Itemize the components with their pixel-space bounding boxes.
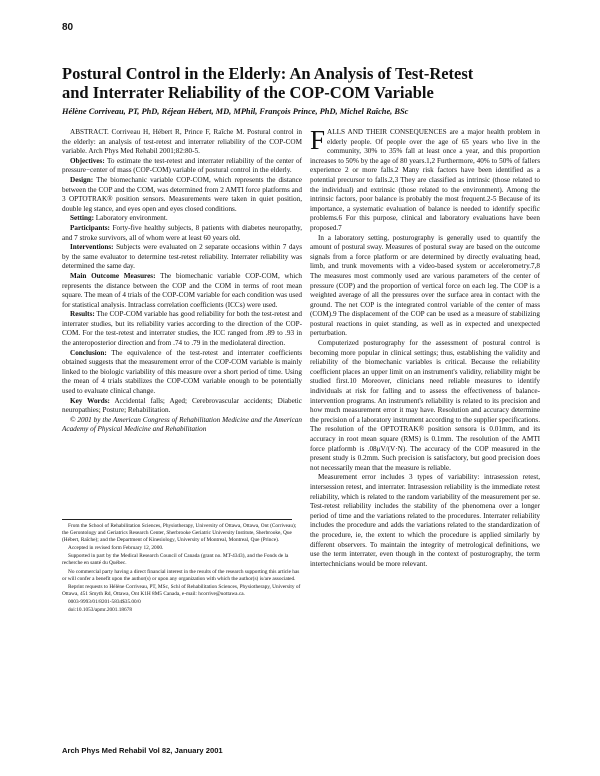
article-title (62, 64, 542, 102)
abstract-interventions (62, 243, 302, 272)
drop-cap: F (310, 125, 326, 155)
author-list: Hélène Corriveau, PT, PhD, Réjean Hébert, MD, MPhil, François Prince, PhD, Michel Raîche, BSc (62, 107, 409, 116)
setting-label: Setting: (70, 214, 94, 223)
footnote-divider (62, 519, 292, 520)
page-number: 80 (62, 22, 74, 33)
results-text: The COP-COM variable has good reliability for both the test-retest and interrater studies, but its reliability varies according to the direction of the COP-COM. For the test-retest and interrater studies, the ICC ranged from .89 to .93 in the anteroposterior direction and from .74 to .79 in the mediolateral direction. (62, 310, 302, 348)
participants-text: Forty-five healthy subjects, 8 patients with diabetes neuropathy, and 7 stroke survivors, all of whom were at least 60 years old. (62, 223, 302, 242)
interventions-text: Subjects were evaluated on 2 separate occasions within 7 days by the same evaluator to determine test-retest reliability. Interrater reliability was determined the same day. (62, 243, 303, 271)
title-line-2: and Interrater Reliability of the COP-COM Variable (62, 83, 434, 102)
abstract-design (62, 176, 302, 214)
paragraph-text: ALLS AND THEIR CONSEQUENCES are a major health problem in elderly people. Of people over the age of 65 years who live in the community, 30% to 35% fall at least once a year, and this proportion increases to 50% by the age of 80 years.1,2 Furthermore, 40% to 50% of fallers experience 2 or more falls.2 Many risk factors have been identified as a potential precursor to falls.2,3 They are classified as intrinsic (those related to the individual) and extrinsic (those related to the environment). Among the intrinsic factors, poor balance is probably the most frequent.2-5 Because of its importance, a systematic evaluation of balance is needed to identify specific problems.6 For this purpose, clinical and laboratory evaluations have been proposed.7 (310, 128, 540, 232)
abstract-outcome (62, 272, 302, 310)
footnotes (62, 519, 302, 615)
abstract-participants (62, 224, 302, 243)
footnote: Accepted in revised form February 12, 2000. (68, 545, 164, 552)
design-text: The biomechanic variable COP-COM, which represents the distance between the COP and the COM, was determined from 2 AMTI force platforms and 3 OPTOTRAK® position sensors. Measurements were taken in quiet position, double leg stance, and eyes open and eyes closed conditions. (62, 175, 302, 213)
footnote: Supported in part by the Medical Research Council of Canada (grant no. MT-4343), and the Fonds de la recherche en santé du Québec. (62, 553, 289, 567)
conclusion-text: The equivalence of the test-retest and interrater coefficients obtained suggests that the measurement error of the COP-COM variable is mainly linked to the biologic variability of this measure over a short period of time. Using the mean of 4 trials stabilizes the COP-COM variable enough to be potentially used to evaluate clinical change. (62, 348, 303, 396)
design-label: Design: (70, 175, 94, 184)
objectives-label: Objectives: (70, 156, 105, 165)
title-line-1: Postural Control in the Elderly: An Analysis of Test-Retest (62, 64, 474, 83)
footnote: 0003-9993/01/8201-5834$35.00/0 (68, 598, 141, 605)
abstract-citation: ABSTRACT. Corriveau H, Hébert R, Prince F, Raîche M. Postural control in the elderly: an analysis of test-retest and interrater reliability of the COP-COM variable. Arch Phys Med Rehabil 2001;82:80-5. (62, 128, 302, 156)
body-column (310, 125, 540, 569)
outcome-label: Main Outcome Measures: (70, 271, 156, 280)
body-paragraph-2: In a laboratory setting, posturography is generally used to quantify the amount of postural sway. Measures of postural sway are based on the outcome signals from a force platform or are determined by directly evaluating head, limb, and trunk movements with a video-based system or accelerometry.7,8 The measures most commonly used are various parameters of the center of pressure (COP) and the proportion of vertical force on each leg. The COP is a weighted average of all the pressures over the surface area in contact with the ground. The net COP is the integrated control variable of the center of mass (COM).9 The displacement of the COP can be used as a measure of stabilizing postural reactions in quiet standing, as well as in expected and unexpected perturbation. (310, 233, 540, 338)
footnote: Reprint requests to Hélène Corriveau, PT, MSc, Schl of Rehabilitation Sciences, Physiotherapy, University of Ottawa, 451 Smyth Rd, Ottawa, Ont K1H 8M5 Canada, e-mail: hcorrive@uottawa.ca. (62, 583, 301, 597)
abstract-column (62, 128, 302, 435)
body-paragraph-4: Measurement error includes 3 types of variability: intrasession retest, intersession retest, and interrater. Intrasession reliability is the immediate retest reliability, which is related to the random variability of the measurement per se. Test-retest reliability includes the stability of the phenomena over a longer period of time and the variations related to the procedures. Interrater reliability includes the procedure and adds the variations related to the standardization of the procedure, ie, the extent to which the procedure is applied similarly by different observers. To maintain the integrity of metrological definitions, we use the term interrater, even though in the context of posturography, the term intertechnicians would be more relevant. (310, 473, 540, 568)
footnote: From the School of Rehabilitation Sciences, Physiotherapy, University of Ottawa, Ottawa, Ont (Corriveau); the Gerontology and Geriatrics Research Center, Sherbrooke Geriatric University Institute, Sherbrooke, Que (Hébert, Raîche); and the Department of Kinesiology, University of Montreal, Montreal, Que (Prince). (62, 523, 297, 544)
body-paragraph-3: Computerized posturography for the assessment of postural control is becoming more popular in clinical settings; thus, establishing the validity and reliability of the biomechanic variables is critical. Because the reliability coefficient places an upper limit on an instrument's validity, reliability might be studied first.10 Moreover, clinicians need reliable measures to identify individuals at risk for falling and to assess the effectiveness of balance-intervention programs. An instrument's reliability is related to its precision and how much measurement error it may have. Resolution and accuracy determine the precision of a laboratory instrument according to the supplier specifications. The resolution of the OPTOTRAK® position sensora is 0.01mm, and its accuracy in root mean square (RMS) is 0.1mm. The resolution of the AMTI force platformb is .08μV/(V·N). The accuracy of the COP measured in the present study is 0.2mm. Such precision is satisfactory, but good precision does not necessarily mean that the measure is reliable. (310, 339, 540, 472)
interventions-label: Interventions: (70, 243, 114, 252)
objectives-text: To estimate the test-retest and interrater reliability of the center of pressure−center of mass (COP-COM) variable of postural control in the elderly. (62, 156, 302, 175)
footnote: doi:10.1053/apmr.2001.18678 (68, 607, 133, 614)
setting-text: Laboratory environment. (95, 214, 168, 223)
results-label: Results: (70, 310, 95, 319)
abstract-results (62, 310, 302, 348)
keywords-label: Key Words: (70, 396, 110, 405)
running-footer: Arch Phys Med Rehabil Vol 82, January 2001 (62, 746, 223, 755)
abstract-conclusion (62, 349, 302, 397)
abstract-objectives (62, 157, 302, 176)
copyright-notice: © 2001 by the American Congress of Rehabilitation Medicine and the American Academy of Physical Medicine and Rehabilitation (62, 415, 302, 434)
abstract-setting (62, 214, 302, 224)
outcome-text: The biomechanic variable COP-COM, which represents the distance between the COP and the COM in terms of root mean square. The mean of 4 trials of the COP-COM variable for each condition was used for statistical analysis. Intraclass correlation coefficients (ICCs) were used. (62, 271, 302, 309)
conclusion-label: Conclusion: (70, 348, 107, 357)
keywords-text: Accidental falls; Aged; Cerebrovascular accidents; Diabetic neuropathies; Posture; Rehabilitation. (62, 396, 302, 415)
body-paragraph-1 (310, 125, 540, 234)
abstract-keywords (62, 397, 302, 416)
footnote: No commercial party having a direct financial interest in the results of the research supporting this article has or will confer a benefit upon the author(s) or upon any organization with which the author(s) is/are associated. (62, 568, 300, 582)
participants-label: Participants: (70, 223, 110, 232)
